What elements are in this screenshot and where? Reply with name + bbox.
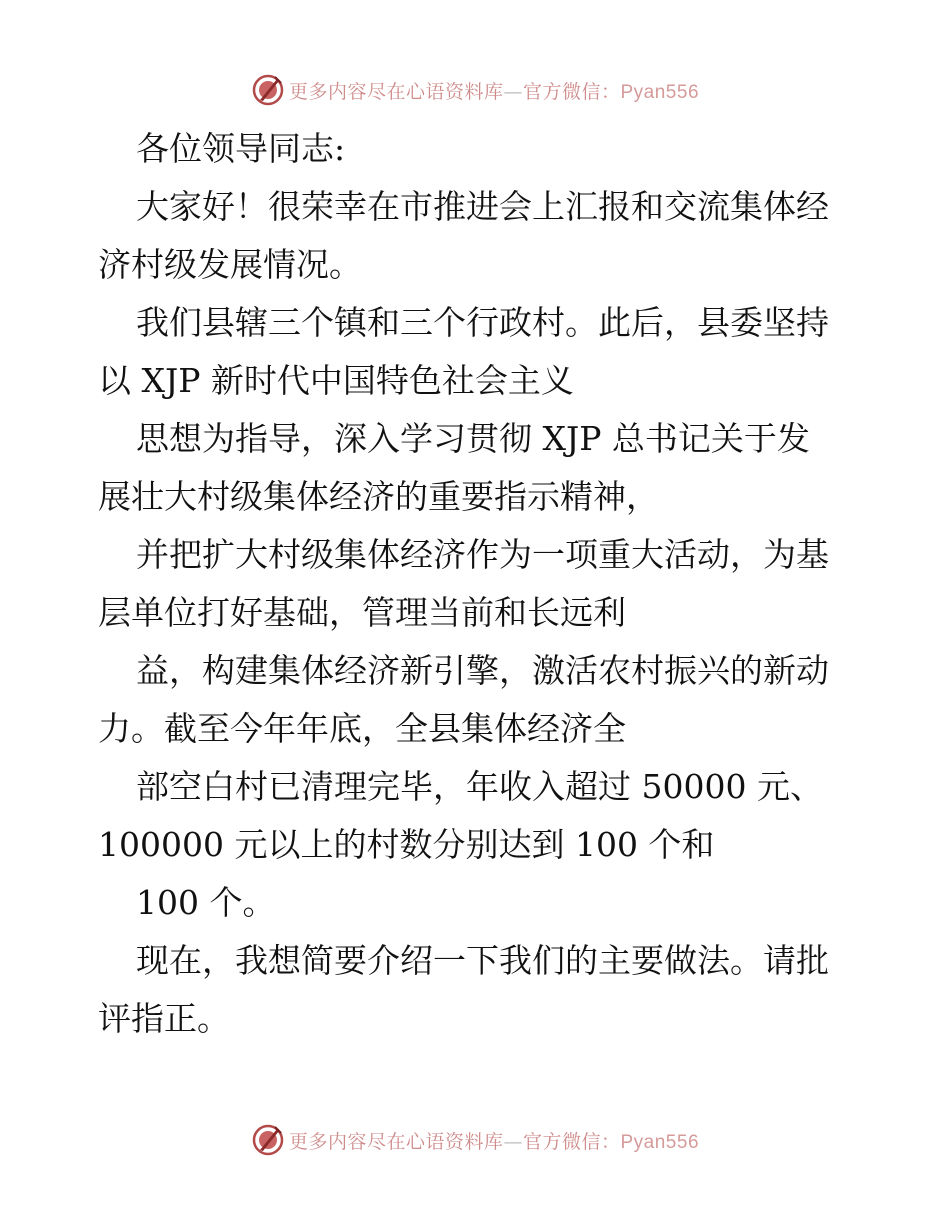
paragraph-line: 并把扩大村级集体经济作为一项重大活动，为基 [136,535,829,574]
paragraph-line: 以 XJP 新时代中国特色社会主义 [98,361,574,400]
paragraph-line: 100 个。 [136,883,276,922]
watermark-site-name: 更多内容尽在心语资料库 [288,1130,504,1153]
watermark-text [289,77,699,104]
watermark-separator: — [503,1130,523,1153]
paragraph-line: 现在，我想简要介绍一下我们的主要做法。请批 [136,941,829,980]
quill-seal-icon [251,73,285,107]
paragraph-line: 益，构建集体经济新引擎，激活农村振兴的新动 [136,651,829,690]
paragraph-line: 我们县辖三个镇和三个行政村。此后，县委坚持 [136,303,829,342]
watermark-wechat-id: Pyan556 [620,81,700,103]
paragraph-line: 力。截至今年年底，全县集体经济全 [98,709,626,748]
watermark-text [289,1127,699,1154]
watermark-wechat-label: 官方微信： [522,1130,621,1153]
quill-seal-icon [251,1123,285,1157]
header-watermark [0,70,950,110]
paragraph-line: 展壮大村级集体经济的重要指示精神， [98,477,659,516]
watermark-separator: — [503,80,523,103]
paragraph-line: 部空白村已清理完毕，年收入超过 50000 元、 [136,767,823,806]
watermark-wechat-id: Pyan556 [620,1131,700,1153]
footer-watermark [0,1120,950,1160]
paragraph-line: 思想为指导，深入学习贯彻 XJP 总书记关于发 [136,419,810,458]
document-body [98,120,858,1048]
paragraph-line: 大家好！很荣幸在市推进会上汇报和交流集体经 [136,187,829,226]
salutation: 各位领导同志: [136,129,346,168]
watermark-inner [251,1123,699,1157]
paragraph-line: 100000 元以上的村数分别达到 100 个和 [98,825,715,864]
watermark-wechat-label: 官方微信： [522,80,621,103]
paragraph-line: 层单位打好基础，管理当前和长远利 [98,593,626,632]
paragraph-line: 评指正。 [98,999,230,1038]
watermark-inner [251,73,699,107]
paragraph-line: 济村级发展情况。 [98,245,362,284]
watermark-site-name: 更多内容尽在心语资料库 [288,80,504,103]
